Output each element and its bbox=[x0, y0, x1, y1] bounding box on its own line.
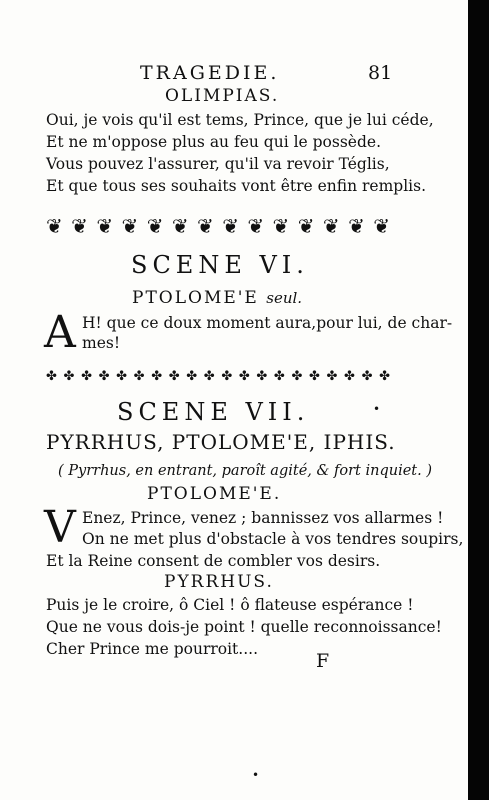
verse-line: mes! bbox=[82, 334, 121, 352]
ornament-band: ❦ ❦ ❦ ❦ ❦ ❦ ❦ ❦ ❦ ❦ ❦ ❦ ❦ ❦ bbox=[46, 214, 390, 238]
speaker-olimpias: OLIMPIAS. bbox=[165, 86, 280, 106]
ink-speck: • bbox=[252, 768, 260, 782]
drop-cap: V bbox=[44, 502, 76, 553]
page-edge-shadow bbox=[468, 0, 489, 800]
drop-cap: A bbox=[44, 307, 76, 358]
verse-line: Enez, Prince, venez ; bannissez vos allarmes ! bbox=[82, 509, 444, 527]
verse-line: On ne met plus d'obstacle à vos tendres soupirs, bbox=[82, 530, 464, 548]
verse-line: Et que tous ses souhaits vont être enfin remplis. bbox=[46, 177, 427, 195]
catchword: F bbox=[316, 650, 330, 672]
speaker-ptolomee: PTOLOME'E. bbox=[147, 484, 282, 504]
verse-line: Vous pouvez l'assurer, qu'il va revoir Téglis, bbox=[46, 155, 390, 173]
scene-title: SCENE VII. bbox=[117, 398, 310, 426]
verse-line: H! que ce doux moment aura,pour lui, de char- bbox=[82, 314, 453, 332]
speaker-ptolomee: PTOLOME'E seul. bbox=[132, 288, 303, 308]
speaker-pyrrhus: PYRRHUS. bbox=[164, 572, 274, 592]
running-head: TRAGEDIE. bbox=[140, 62, 280, 84]
cast-list: PYRRHUS, PTOLOME'E, IPHIS. bbox=[46, 430, 396, 454]
verse-line: Et la Reine consent de combler vos desirs. bbox=[46, 552, 381, 570]
verse-line: Puis je le croire, ô Ciel ! ô flateuse espérance ! bbox=[46, 596, 414, 614]
scene-title: SCENE VI. bbox=[131, 251, 309, 279]
page-number: 81 bbox=[368, 62, 393, 84]
verse-line: Que ne vous dois-je point ! quelle reconnoissance! bbox=[46, 618, 442, 636]
stage-direction: ( Pyrrhus, en entrant, paroît agité, & fort inquiet. ) bbox=[58, 463, 432, 479]
verse-line: Et ne m'oppose plus au feu qui le possède. bbox=[46, 133, 381, 151]
verse-line: Oui, je vois qu'il est tems, Prince, que je lui céde, bbox=[46, 111, 434, 129]
ink-speck: • bbox=[373, 402, 381, 416]
ornament-band: ✤ ✤ ✤ ✤ ✤ ✤ ✤ ✤ ✤ ✤ ✤ ✤ ✤ ✤ ✤ ✤ ✤ ✤ ✤ ✤ bbox=[46, 368, 390, 384]
verse-line: Cher Prince me pourroit.... bbox=[46, 640, 258, 658]
